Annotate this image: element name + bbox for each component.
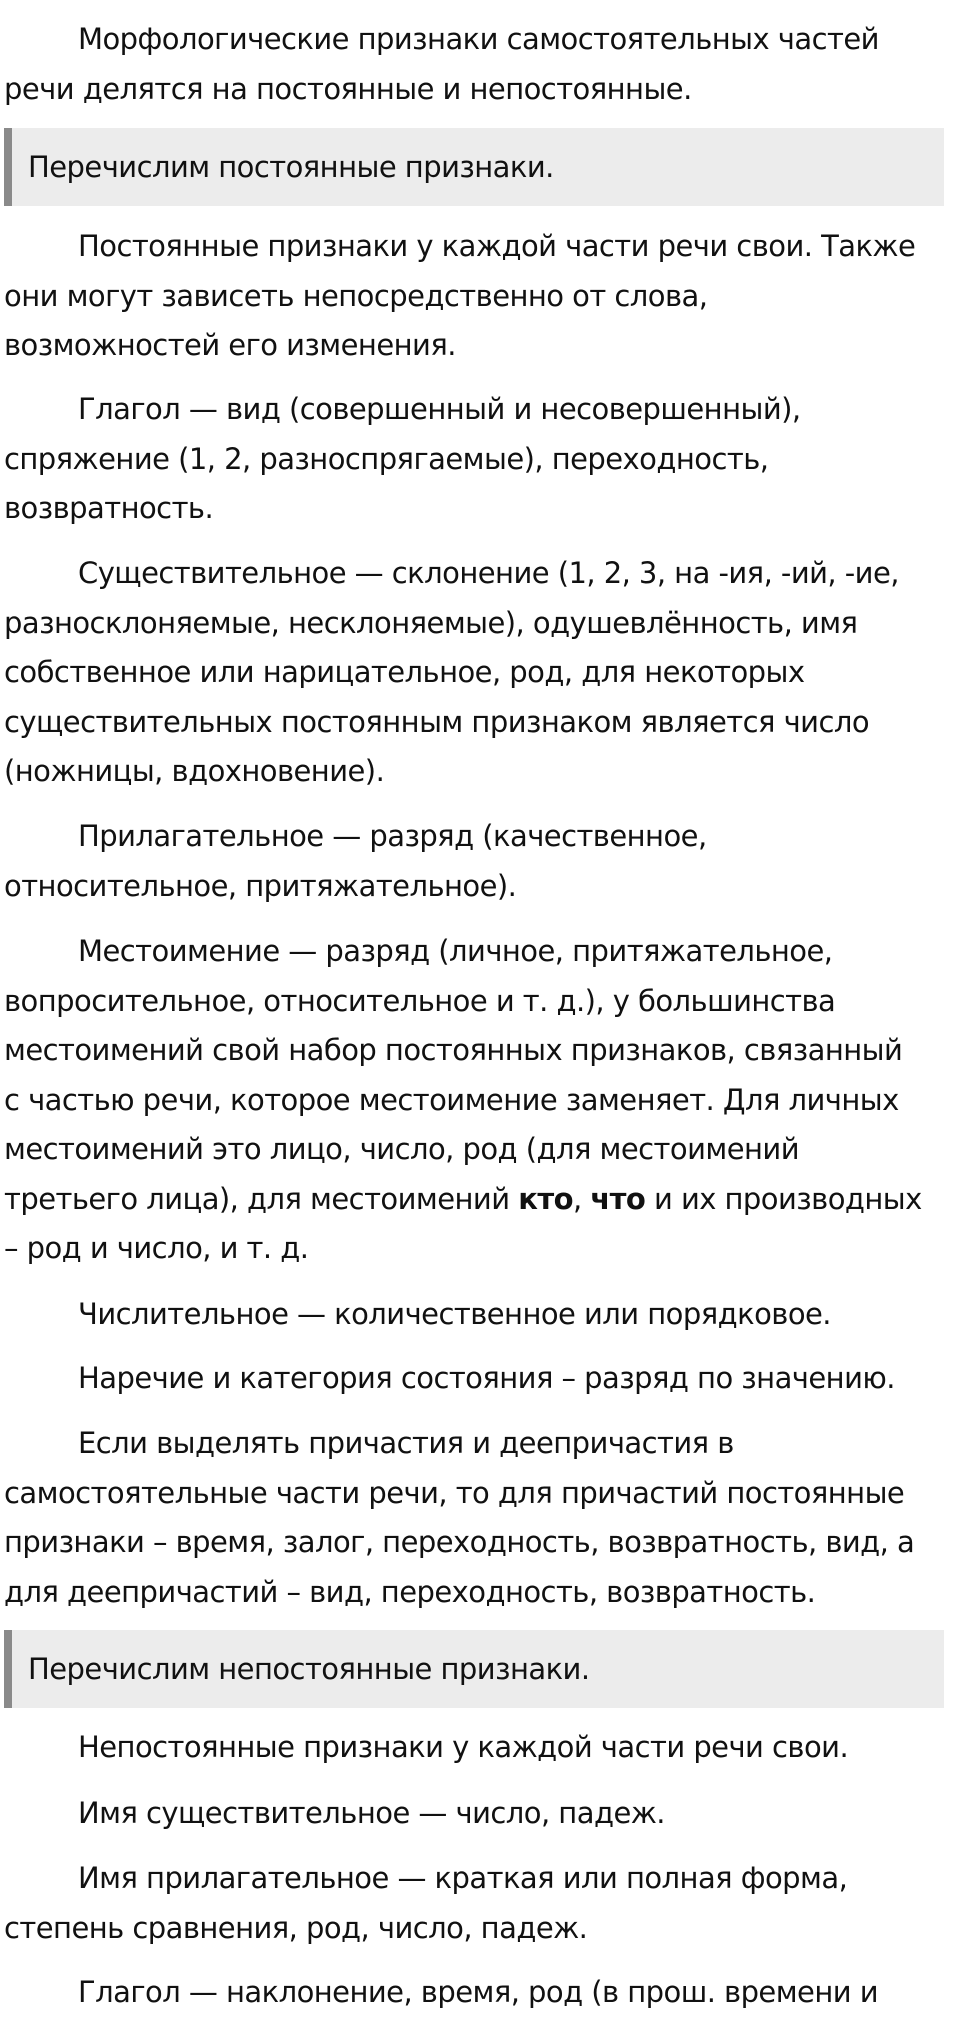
variable-intro-paragraph: Непостоянные признаки у каждой части речи свои. <box>78 1730 849 1764</box>
noun-variable-paragraph: Имя существительное — число, падеж. <box>78 1796 665 1830</box>
pronoun-separator: , <box>572 1181 591 1216</box>
adjective-paragraph: Прилагательное — разряд (качественное, относительное, притяжательное). <box>4 819 707 903</box>
pronoun-bold-kto: кто <box>518 1181 573 1216</box>
heading-text: Перечислим непостоянные признаки. <box>28 1652 590 1686</box>
verb-paragraph: Глагол — вид (совершенный и несовершенный), спряжение (1, 2, разноспрягаемые), переходность, возвратность. <box>4 392 801 525</box>
constant-features-heading <box>4 128 944 206</box>
noun-paragraph: Существительное — склонение (1, 2, 3, на -ия, -ий, -ие, разносклоняемые, несклоняемые), одушевлённость, имя собственное или нарицательное, род, для некоторых существительных постоянным признаком является число (ножницы, вдохновение). <box>4 556 899 788</box>
heading-text: Перечислим постоянные признаки. <box>28 150 554 184</box>
pronoun-text-part2: и их производных – род и число, и т. д. <box>4 1181 922 1265</box>
numeral-paragraph: Числительное — количественное или порядковое. <box>78 1297 831 1331</box>
pronoun-text-part1: Местоимение — разряд (личное, притяжательное, вопросительное, относительное и т. д.), у большинства местоимений свой набор постоянных признаков, связанный с частью речи, которое местоимение заменяет. Для личных местоимений это лицо, число, род (для местоимений третьего лица), для местоимений <box>4 934 903 1216</box>
pronoun-bold-chto: что <box>590 1181 646 1216</box>
variable-features-heading <box>4 1630 944 1708</box>
adverb-paragraph: Наречие и категория состояния – разряд по значению. <box>78 1361 895 1395</box>
verb-variable-paragraph: Глагол — наклонение, время, род (в прош. времени и <box>78 1975 879 2009</box>
constant-intro-paragraph: Постоянные признаки у каждой части речи свои. Также они могут зависеть непосредственно от слова, возможностей его изменения. <box>4 229 916 362</box>
participle-paragraph: Если выделять причастия и деепричастия в самостоятельные части речи, то для причастий постоянные признаки – время, залог, переходность, возвратность, вид, а для деепричастий – вид, переходность, возвратность. <box>4 1426 915 1609</box>
adjective-variable-paragraph: Имя прилагательное — краткая или полная форма, степень сравнения, род, число, падеж. <box>4 1861 848 1945</box>
intro-paragraph: Морфологические признаки самостоятельных частей речи делятся на постоянные и непостоянные. <box>4 22 879 106</box>
pronoun-paragraph <box>4 927 956 1274</box>
